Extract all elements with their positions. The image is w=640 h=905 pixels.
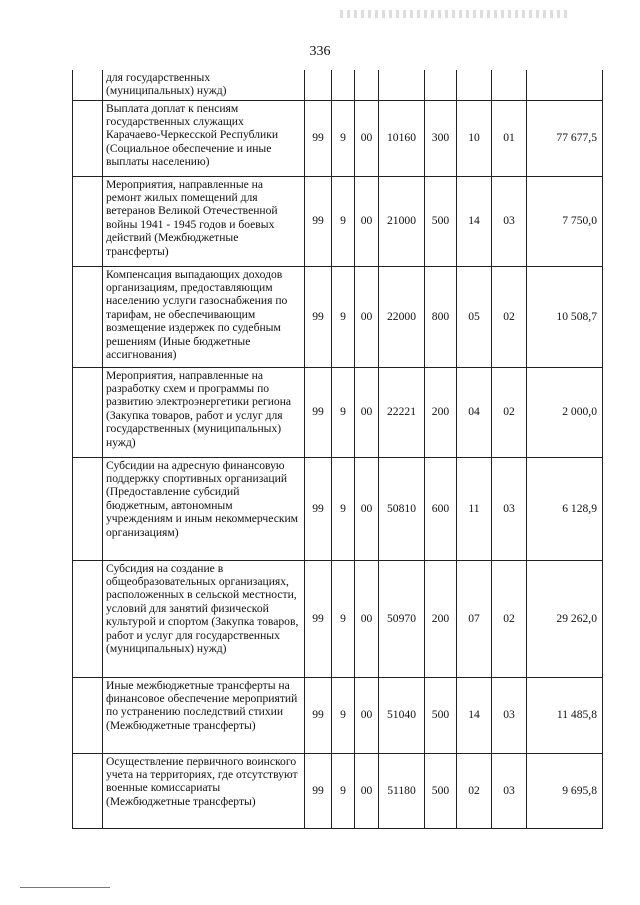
direction-code-cell: 00 — [355, 100, 379, 176]
row-number-cell — [73, 100, 103, 176]
expense-code-cell: 21000 — [379, 176, 425, 266]
row-number-cell — [73, 367, 103, 457]
amount-cell: 6 128,9 — [527, 457, 603, 560]
item-name-cell: Иные межбюджетные трансферты на финансовое обеспечение мероприятий по устранению последствий стихии (Межбюджетные трансферты) — [103, 677, 305, 753]
subprogram-code-cell: 9 — [332, 457, 355, 560]
table-row — [73, 677, 603, 753]
expense-code-cell: 51180 — [379, 753, 425, 828]
row-number-cell — [73, 70, 103, 100]
subprogram-code-cell: 9 — [332, 560, 355, 677]
program-code-cell: 99 — [305, 753, 332, 828]
direction-code-cell — [355, 70, 379, 100]
subsection-cell: 03 — [492, 457, 527, 560]
subsection-cell — [492, 70, 527, 100]
section-cell: 11 — [457, 457, 492, 560]
expense-type-cell: 600 — [425, 457, 457, 560]
subsection-cell: 02 — [492, 560, 527, 677]
item-name-cell: Выплата доплат к пенсиям государственных служащих Карачаево-Черкесской Республики (Социальное обеспечение и иные выплаты населению) — [103, 100, 305, 176]
item-name-cell: для государственных (муниципальных) нужд) — [103, 70, 305, 100]
amount-cell: 77 677,5 — [527, 100, 603, 176]
subsection-cell: 03 — [492, 677, 527, 753]
subprogram-code-cell: 9 — [332, 367, 355, 457]
direction-code-cell: 00 — [355, 266, 379, 367]
expense-type-cell: 300 — [425, 100, 457, 176]
program-code-cell: 99 — [305, 266, 332, 367]
program-code-cell: 99 — [305, 367, 332, 457]
row-number-cell — [73, 560, 103, 677]
direction-code-cell: 00 — [355, 560, 379, 677]
section-cell: 14 — [457, 677, 492, 753]
expense-code-cell — [379, 70, 425, 100]
scan-artifact — [340, 10, 570, 18]
amount-cell: 10 508,7 — [527, 266, 603, 367]
direction-code-cell: 00 — [355, 753, 379, 828]
subprogram-code-cell: 9 — [332, 753, 355, 828]
expense-code-cell: 50970 — [379, 560, 425, 677]
table-row — [73, 70, 603, 100]
expense-type-cell: 500 — [425, 176, 457, 266]
table-row — [73, 560, 603, 677]
row-number-cell — [73, 753, 103, 828]
expense-code-cell: 22221 — [379, 367, 425, 457]
direction-code-cell: 00 — [355, 677, 379, 753]
item-name-cell: Субсидия на создание в общеобразовательных организациях, расположенных в сельской местности, условий для занятий физической культурой и спортом (Закупка товаров, работ и услуг для государственных (муниципальных) нужд) — [103, 560, 305, 677]
program-code-cell: 99 — [305, 176, 332, 266]
section-cell: 04 — [457, 367, 492, 457]
expense-type-cell: 500 — [425, 677, 457, 753]
expense-type-cell: 200 — [425, 367, 457, 457]
expense-type-cell — [425, 70, 457, 100]
section-cell: 14 — [457, 176, 492, 266]
subsection-cell: 03 — [492, 753, 527, 828]
subsection-cell: 01 — [492, 100, 527, 176]
expense-code-cell: 51040 — [379, 677, 425, 753]
page-number: 336 — [309, 44, 331, 59]
table-row — [73, 753, 603, 828]
program-code-cell: 99 — [305, 560, 332, 677]
row-number-cell — [73, 677, 103, 753]
program-code-cell — [305, 70, 332, 100]
subprogram-code-cell: 9 — [332, 176, 355, 266]
table-row — [73, 457, 603, 560]
subsection-cell: 03 — [492, 176, 527, 266]
table-row — [73, 176, 603, 266]
subprogram-code-cell — [332, 70, 355, 100]
item-name-cell: Субсидии на адресную финансовую поддержку спортивных организаций (Предоставление субсидий бюджетным, автономным учреждениям и иным некоммерческим организациям) — [103, 457, 305, 560]
subsection-cell: 02 — [492, 367, 527, 457]
direction-code-cell: 00 — [355, 457, 379, 560]
amount-cell: 9 695,8 — [527, 753, 603, 828]
amount-cell: 29 262,0 — [527, 560, 603, 677]
section-cell: 05 — [457, 266, 492, 367]
section-cell: 02 — [457, 753, 492, 828]
item-name-cell: Осуществление первичного воинского учета на территориях, где отсутствуют военные комиссариаты (Межбюджетные трансферты) — [103, 753, 305, 828]
expense-type-cell: 200 — [425, 560, 457, 677]
expense-type-cell: 500 — [425, 753, 457, 828]
amount-cell: 2 000,0 — [527, 367, 603, 457]
item-name-cell: Мероприятия, направленные на разработку схем и программы по развитию электроэнергетики региона (Закупка товаров, работ и услуг для государственных (муниципальных) нужд) — [103, 367, 305, 457]
subprogram-code-cell: 9 — [332, 266, 355, 367]
footer-rule — [20, 887, 110, 888]
expense-code-cell: 22000 — [379, 266, 425, 367]
program-code-cell: 99 — [305, 677, 332, 753]
program-code-cell: 99 — [305, 100, 332, 176]
table-row — [73, 266, 603, 367]
section-cell — [457, 70, 492, 100]
item-name-cell: Мероприятия, направленные на ремонт жилых помещений для ветеранов Великой Отечественной войны 1941 - 1945 годов и боевых действий (Межбюджетные трансферты) — [103, 176, 305, 266]
subprogram-code-cell: 9 — [332, 677, 355, 753]
subprogram-code-cell: 9 — [332, 100, 355, 176]
direction-code-cell: 00 — [355, 176, 379, 266]
row-number-cell — [73, 176, 103, 266]
expense-code-cell: 50810 — [379, 457, 425, 560]
expense-type-cell: 800 — [425, 266, 457, 367]
subsection-cell: 02 — [492, 266, 527, 367]
amount-cell: 7 750,0 — [527, 176, 603, 266]
direction-code-cell: 00 — [355, 367, 379, 457]
budget-table — [72, 70, 603, 829]
section-cell: 10 — [457, 100, 492, 176]
table-row — [73, 367, 603, 457]
row-number-cell — [73, 457, 103, 560]
table-row — [73, 100, 603, 176]
section-cell: 07 — [457, 560, 492, 677]
row-number-cell — [73, 266, 103, 367]
amount-cell — [527, 70, 603, 100]
item-name-cell: Компенсация выпадающих доходов организациям, предоставляющим населению услуги газоснабжения по тарифам, не обеспечивающим возмещение издержек по судебным решениям (Иные бюджетные ассигнования) — [103, 266, 305, 367]
amount-cell: 11 485,8 — [527, 677, 603, 753]
expense-code-cell: 10160 — [379, 100, 425, 176]
program-code-cell: 99 — [305, 457, 332, 560]
